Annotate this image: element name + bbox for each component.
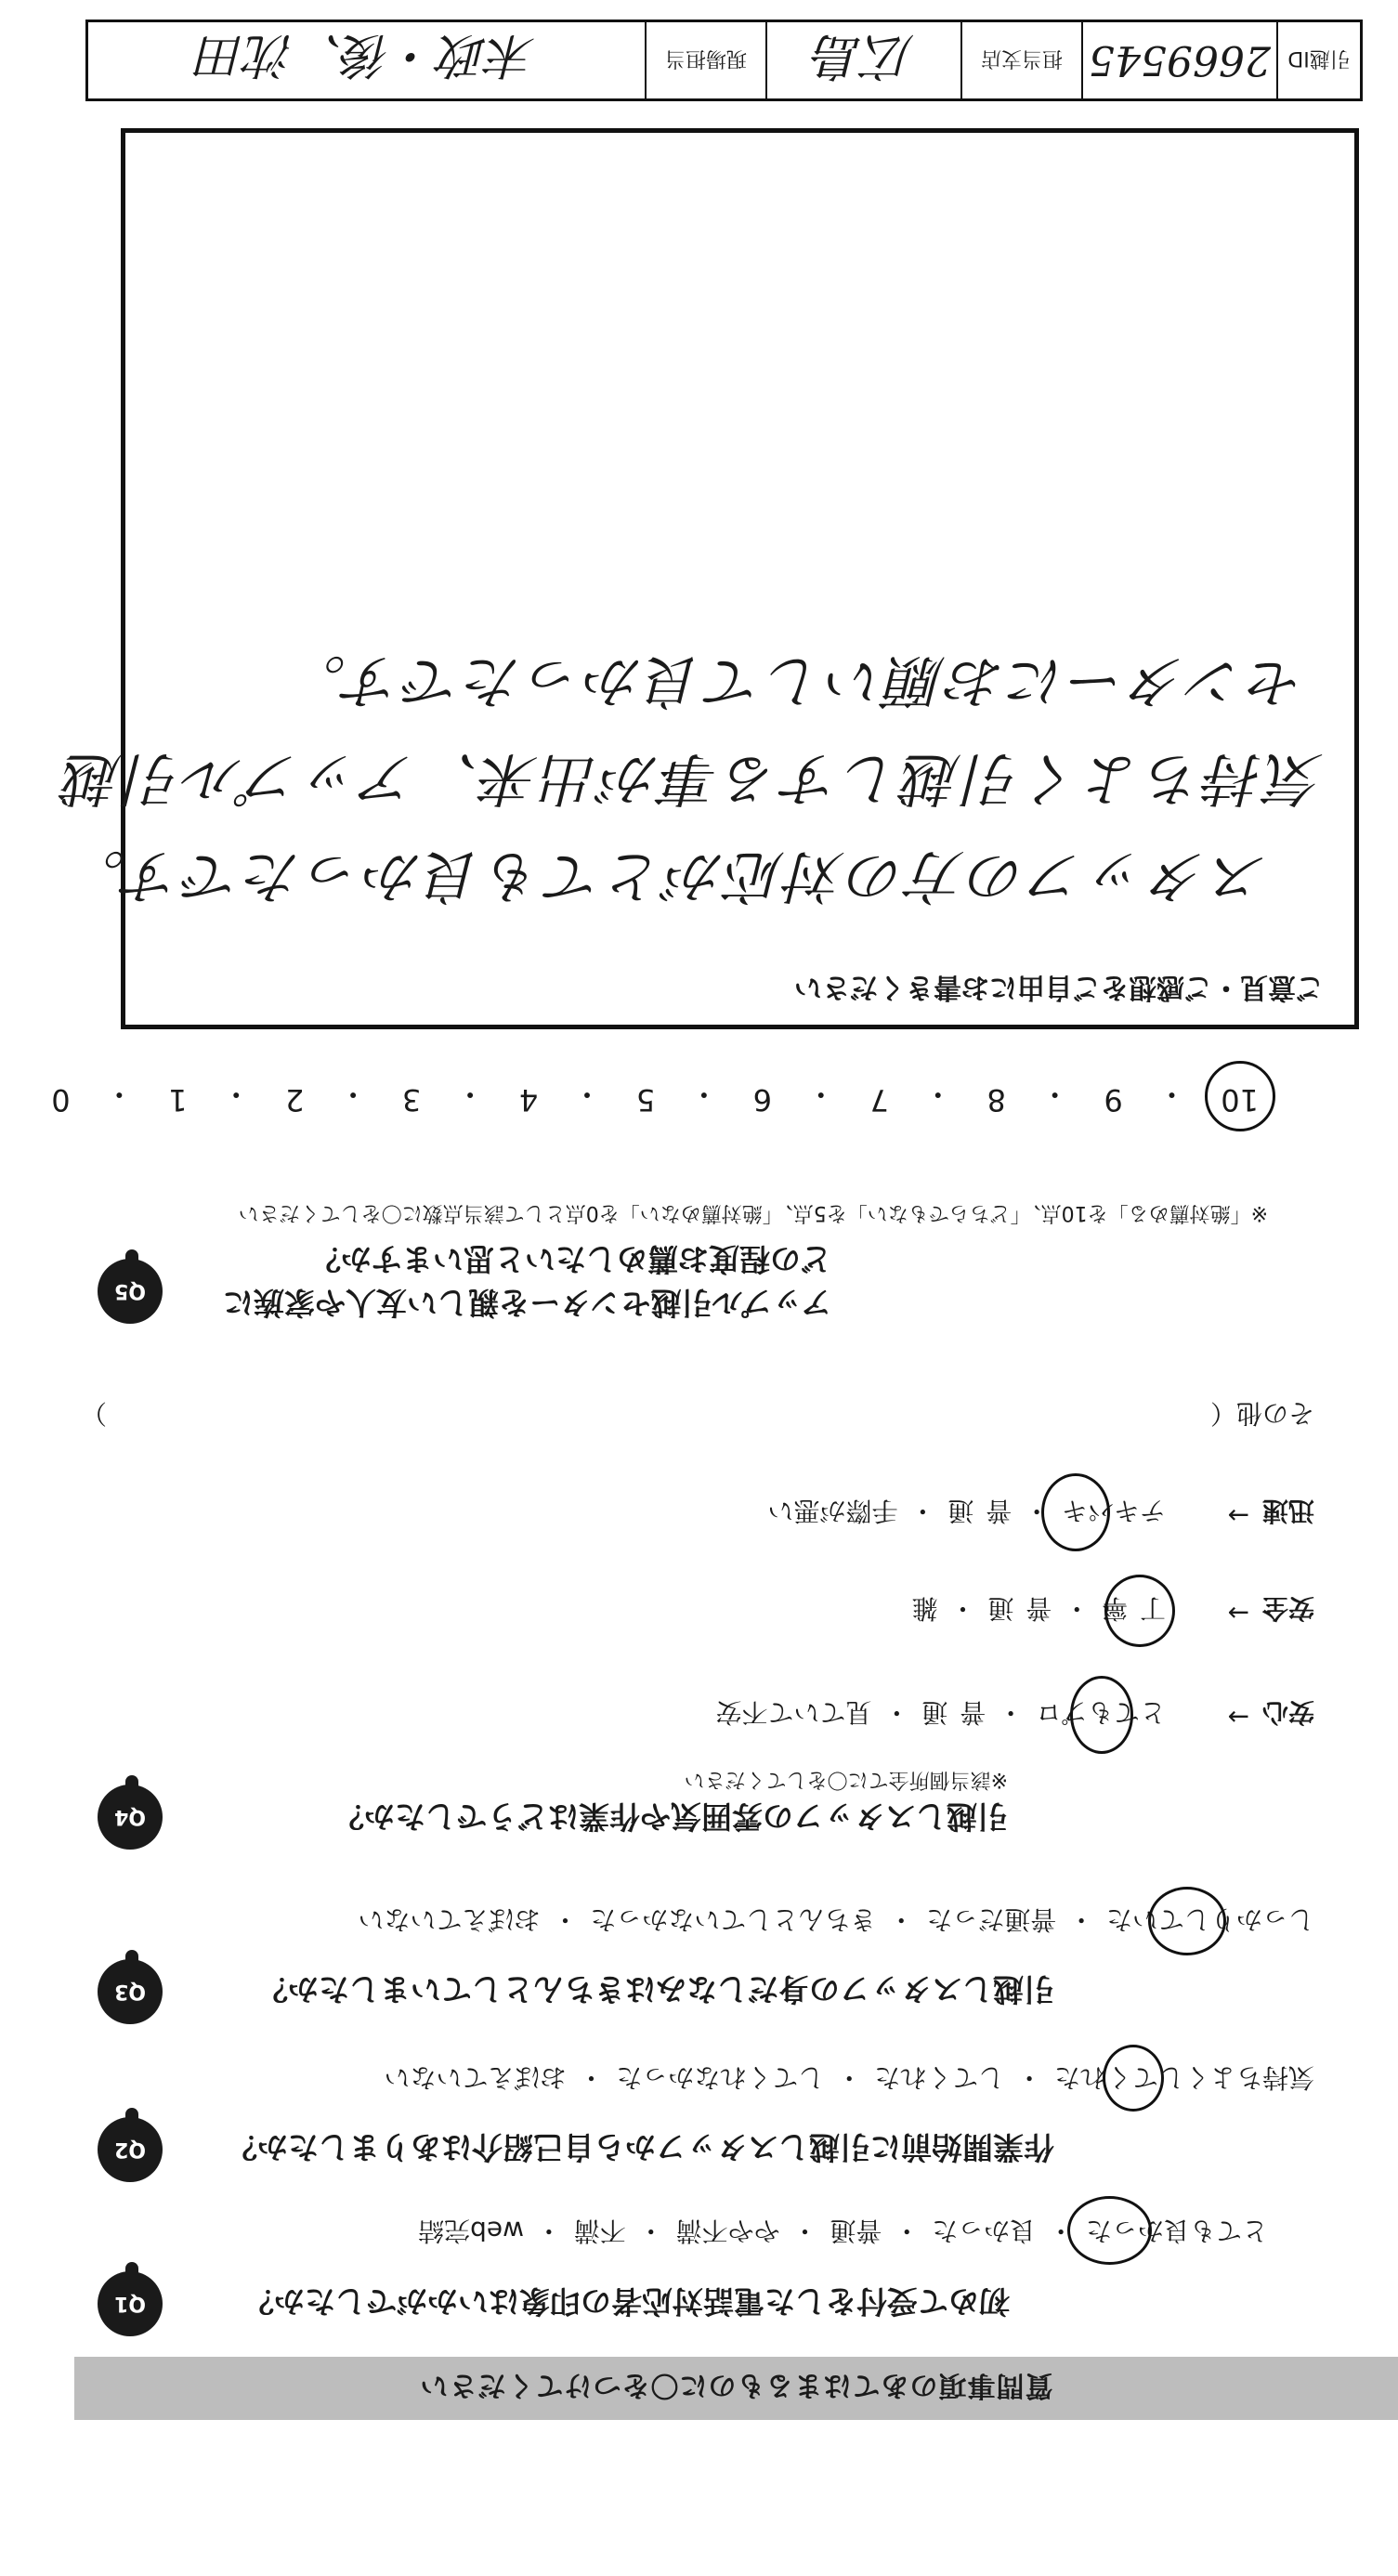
q4-question: 引越しスタッフの雰囲気や作業はどうでしたか？: [333, 1798, 1008, 1835]
comment-line-2: 気持ちよく引越しする事が出来、アップル引越: [61, 745, 1324, 813]
staff-value: 末政・後、沈田: [197, 27, 536, 84]
instruction-banner: 質問事項のあてはまるものに〇をつけてください: [74, 2357, 1398, 2420]
q5-note: ※「絶対薦める」を10点、「どちらでもない」を5点、「絶対薦めない」を0点として該当点数に〇をしてください: [238, 1201, 1268, 1224]
q4-row-label-safe: 安心: [1261, 1697, 1314, 1728]
q4-row-options-safe[interactable]: とてもプロ ・ 普 通 ・ 見ていて不安: [715, 1697, 1166, 1728]
q4-row-label-speed: 迅速: [1261, 1496, 1314, 1526]
q3-options[interactable]: しっかりしていた ・ 普通だった ・ きちんとしていなかった ・ おぼえていない: [358, 1904, 1314, 1935]
branch-label: 担当支店: [960, 22, 1081, 98]
q4-other-label: その他（: [1209, 1398, 1314, 1429]
q4-row-arrow: →: [1227, 1500, 1249, 1531]
comment-line-1: スタッフの方の対応がとても良かったです。: [64, 843, 1268, 910]
q5-question-line1: アップル引越センターを親しい友人や家族に: [222, 1285, 831, 1321]
move-id-value: 2669545: [1081, 22, 1276, 98]
q4-row-speed-circle: [1041, 1473, 1110, 1551]
q1-options[interactable]: とても良かった ・ 良かった ・ 普通 ・ やや不満 ・ 不満 ・ web完結: [418, 2216, 1268, 2246]
q4-row-arrow: →: [1227, 1598, 1249, 1628]
q1-question: 初めて受付をした電話対応者の印象はいかがでしたか？: [243, 2283, 1010, 2320]
q4-row-label-secure: 安全: [1261, 1593, 1314, 1624]
q5-scale-6[interactable]: 6: [752, 1082, 773, 1118]
q4-row-safe-circle: [1070, 1676, 1133, 1754]
staff-label: 現場担当: [645, 22, 765, 98]
q4-row-options-secure[interactable]: 丁 寧 ・ 普 通 ・ 雑: [911, 1593, 1166, 1624]
q5-scale: 10 ・ 9 ・ 8 ・ 7 ・ 6 ・ 5 ・ 4 ・ 3 ・ 2 ・ 1 ・ 0: [51, 1077, 1259, 1118]
q5-scale-1[interactable]: 1: [168, 1082, 188, 1118]
q5-scale-8[interactable]: 8: [986, 1082, 1006, 1118]
q3-answer-circle: [1148, 1887, 1226, 1955]
q5-scale-3[interactable]: 3: [401, 1082, 422, 1118]
q5-scale-7[interactable]: 7: [869, 1082, 889, 1118]
q4-row-options-speed[interactable]: テキパキ ・ 普 通 ・ 手際が悪い: [767, 1496, 1166, 1526]
comment-line-3: センターにお願いして良かったです。: [285, 647, 1305, 715]
q5-scale-4[interactable]: 4: [518, 1082, 539, 1118]
q2-question: 作業開始前に引越しスタッフから自己紹介はありましたか？: [227, 2129, 1054, 2165]
q4-other-close: ）: [80, 1398, 107, 1429]
q5-badge-icon: Q5: [98, 1259, 163, 1324]
branch-value: 広島: [765, 22, 960, 98]
move-id-label: 引越ID: [1276, 22, 1360, 98]
comment-heading: ご意見・ご感想をご自由にお書きください: [794, 971, 1324, 1003]
q2-options[interactable]: 気持ちよくしてくれた ・ してくれた ・ してくれなかった ・ おぼえていない: [384, 2062, 1314, 2093]
q5-scale-9[interactable]: 9: [1104, 1082, 1123, 1118]
q4-note: ※該当個所全てに〇をしてください: [684, 1768, 1008, 1791]
q3-badge-icon: Q3: [98, 1959, 163, 2024]
q2-badge-icon: Q2: [98, 2117, 163, 2182]
q1-badge-icon: Q1: [98, 2271, 163, 2336]
q1-answer-circle: [1067, 2196, 1152, 2265]
q4-badge-icon: Q4: [98, 1785, 163, 1850]
q2-answer-circle: [1103, 2045, 1164, 2112]
header-info-table: [85, 20, 1363, 101]
q5-answer-circle: [1205, 1061, 1275, 1131]
q4-row-secure-circle: [1104, 1575, 1175, 1647]
q5-scale-0[interactable]: 0: [51, 1082, 71, 1118]
q5-scale-2[interactable]: 2: [285, 1082, 305, 1118]
q4-row-arrow: →: [1227, 1702, 1249, 1733]
q3-question: 引越しスタッフの身だしなみはきちんとしていましたか？: [257, 1971, 1054, 2007]
q5-question-line2: どの程度お薦めしたいと思いますか？: [310, 1241, 831, 1277]
q5-scale-10[interactable]: 10: [1221, 1082, 1259, 1118]
q5-scale-5[interactable]: 5: [635, 1082, 656, 1118]
